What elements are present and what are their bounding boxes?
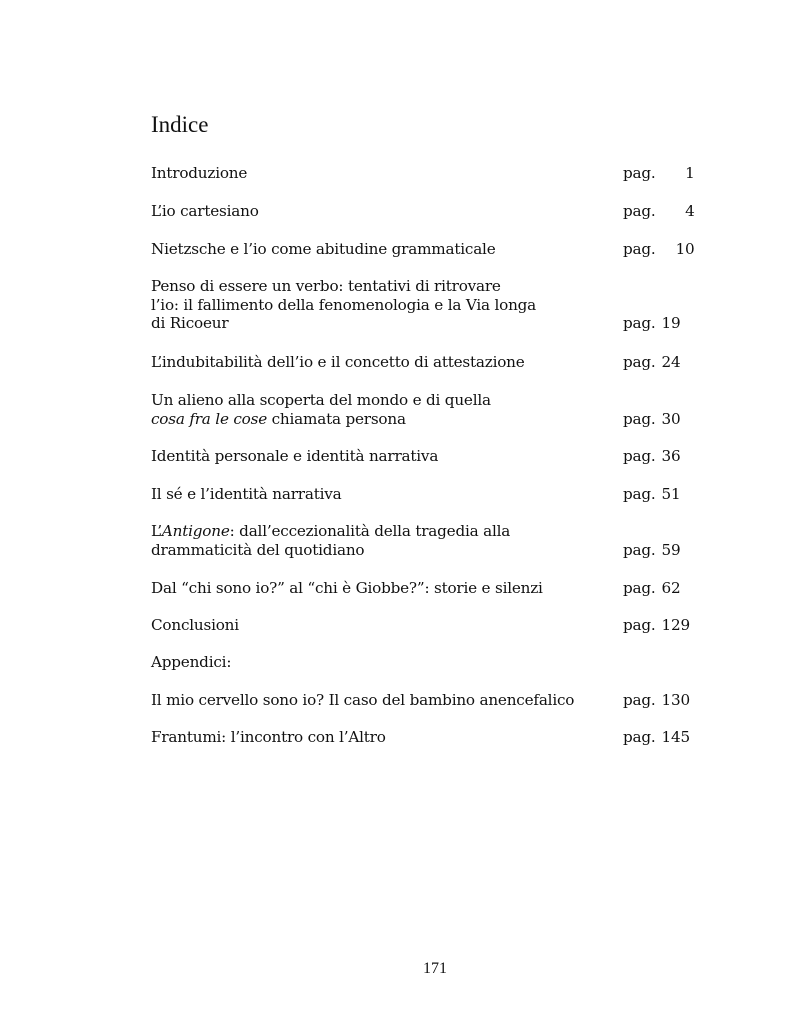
toc-entry-un-alieno[interactable] <box>151 391 696 428</box>
toc-entry-io-cartesiano[interactable] <box>151 202 696 221</box>
pag-number: 145 <box>661 728 690 746</box>
page-ref <box>623 616 690 635</box>
pag-label: pag. <box>623 240 656 258</box>
pag-label: pag. <box>623 164 656 182</box>
page-number: 171 <box>423 960 447 977</box>
pag-number: 19 <box>661 314 681 332</box>
italic-phrase: Antigone <box>161 522 230 540</box>
toc-entry-il-se[interactable] <box>151 485 696 504</box>
pag-number: 59 <box>661 540 681 559</box>
page-ref <box>623 691 690 710</box>
toc-entry-antigone[interactable] <box>151 522 696 559</box>
entry-title: L’indubitabilità dell’io e il concetto di attestazione <box>151 353 525 371</box>
pag-number: 10 <box>675 240 695 258</box>
pag-label: pag. <box>623 353 656 371</box>
pag-label: pag. <box>623 579 656 597</box>
entry-title: Un alieno alla scoperta del mondo e di quella cosa fra le cose chiamata persona <box>151 391 491 428</box>
page-ref <box>623 353 680 372</box>
entry-title: L’Antigone: dall’eccezionalità della tragedia alla drammaticità del quotidiano <box>151 522 511 559</box>
entry-title: Penso di essere un verbo: tentativi di ritrovare l’io: il fallimento della fenomenologia e la Via longa di Ricoeur <box>151 277 537 332</box>
entry-title: Identità personale e identità narrativa <box>151 447 439 465</box>
toc-entry-identita-personale[interactable] <box>151 447 696 466</box>
pag-number: 129 <box>661 616 690 634</box>
toc-entry-chi-sono-io[interactable] <box>151 579 696 598</box>
pag-number: 30 <box>661 409 681 428</box>
entry-title: Il sé e l’identità narrativa <box>151 485 342 503</box>
pag-number: 51 <box>661 485 681 503</box>
page-ref <box>623 579 680 598</box>
toc-entry-frantumi[interactable] <box>151 728 696 747</box>
entry-title: Nietzsche e l’io come abitudine grammaticale <box>151 240 496 258</box>
pag-label: pag. <box>623 409 656 428</box>
pag-label: pag. <box>623 202 656 220</box>
pag-label: pag. <box>623 447 656 465</box>
toc-entry-conclusioni[interactable] <box>151 616 696 635</box>
italic-phrase: cosa fra le cose <box>151 409 267 428</box>
page-ref <box>623 447 680 466</box>
pag-label: pag. <box>623 314 656 332</box>
pag-label: pag. <box>623 728 656 746</box>
pag-label: pag. <box>623 485 656 503</box>
pag-number: 62 <box>661 579 681 597</box>
toc-entry-mio-cervello[interactable] <box>151 691 696 710</box>
pag-label: pag. <box>623 616 656 634</box>
entry-title: Dal “chi sono io?” al “chi è Giobbe?”: storie e silenzi <box>151 579 543 597</box>
toc-section-appendici <box>151 653 696 672</box>
entry-title: L’io cartesiano <box>151 202 259 220</box>
entry-title: Appendici: <box>151 653 232 671</box>
pag-label: pag. <box>623 691 656 709</box>
entry-title: Introduzione <box>151 164 248 182</box>
page-ref <box>623 485 680 504</box>
toc-entry-introduzione[interactable] <box>151 164 696 183</box>
entry-title: Conclusioni <box>151 616 239 634</box>
page-ref <box>623 314 680 333</box>
page-ref <box>623 410 680 429</box>
toc-heading: Indice <box>151 112 209 137</box>
pag-label: pag. <box>623 540 656 559</box>
pag-number: 1 <box>685 164 695 182</box>
page-ref <box>623 202 695 221</box>
page-ref <box>623 541 680 560</box>
pag-number: 24 <box>661 353 681 371</box>
toc-entry-indubitabilita[interactable] <box>151 353 696 372</box>
toc-entry-nietzsche[interactable] <box>151 240 696 259</box>
pag-number: 4 <box>685 202 695 220</box>
pag-number: 130 <box>661 691 690 709</box>
entry-title: Frantumi: l’incontro con l’Altro <box>151 728 386 746</box>
page-ref <box>623 240 695 259</box>
entry-title: Il mio cervello sono io? Il caso del bambino anencefalico <box>151 691 575 709</box>
pag-number: 36 <box>661 447 681 465</box>
toc-entry-penso-di-essere-un-verbo[interactable] <box>151 277 696 333</box>
page-ref <box>623 728 690 747</box>
page-ref <box>623 164 695 183</box>
